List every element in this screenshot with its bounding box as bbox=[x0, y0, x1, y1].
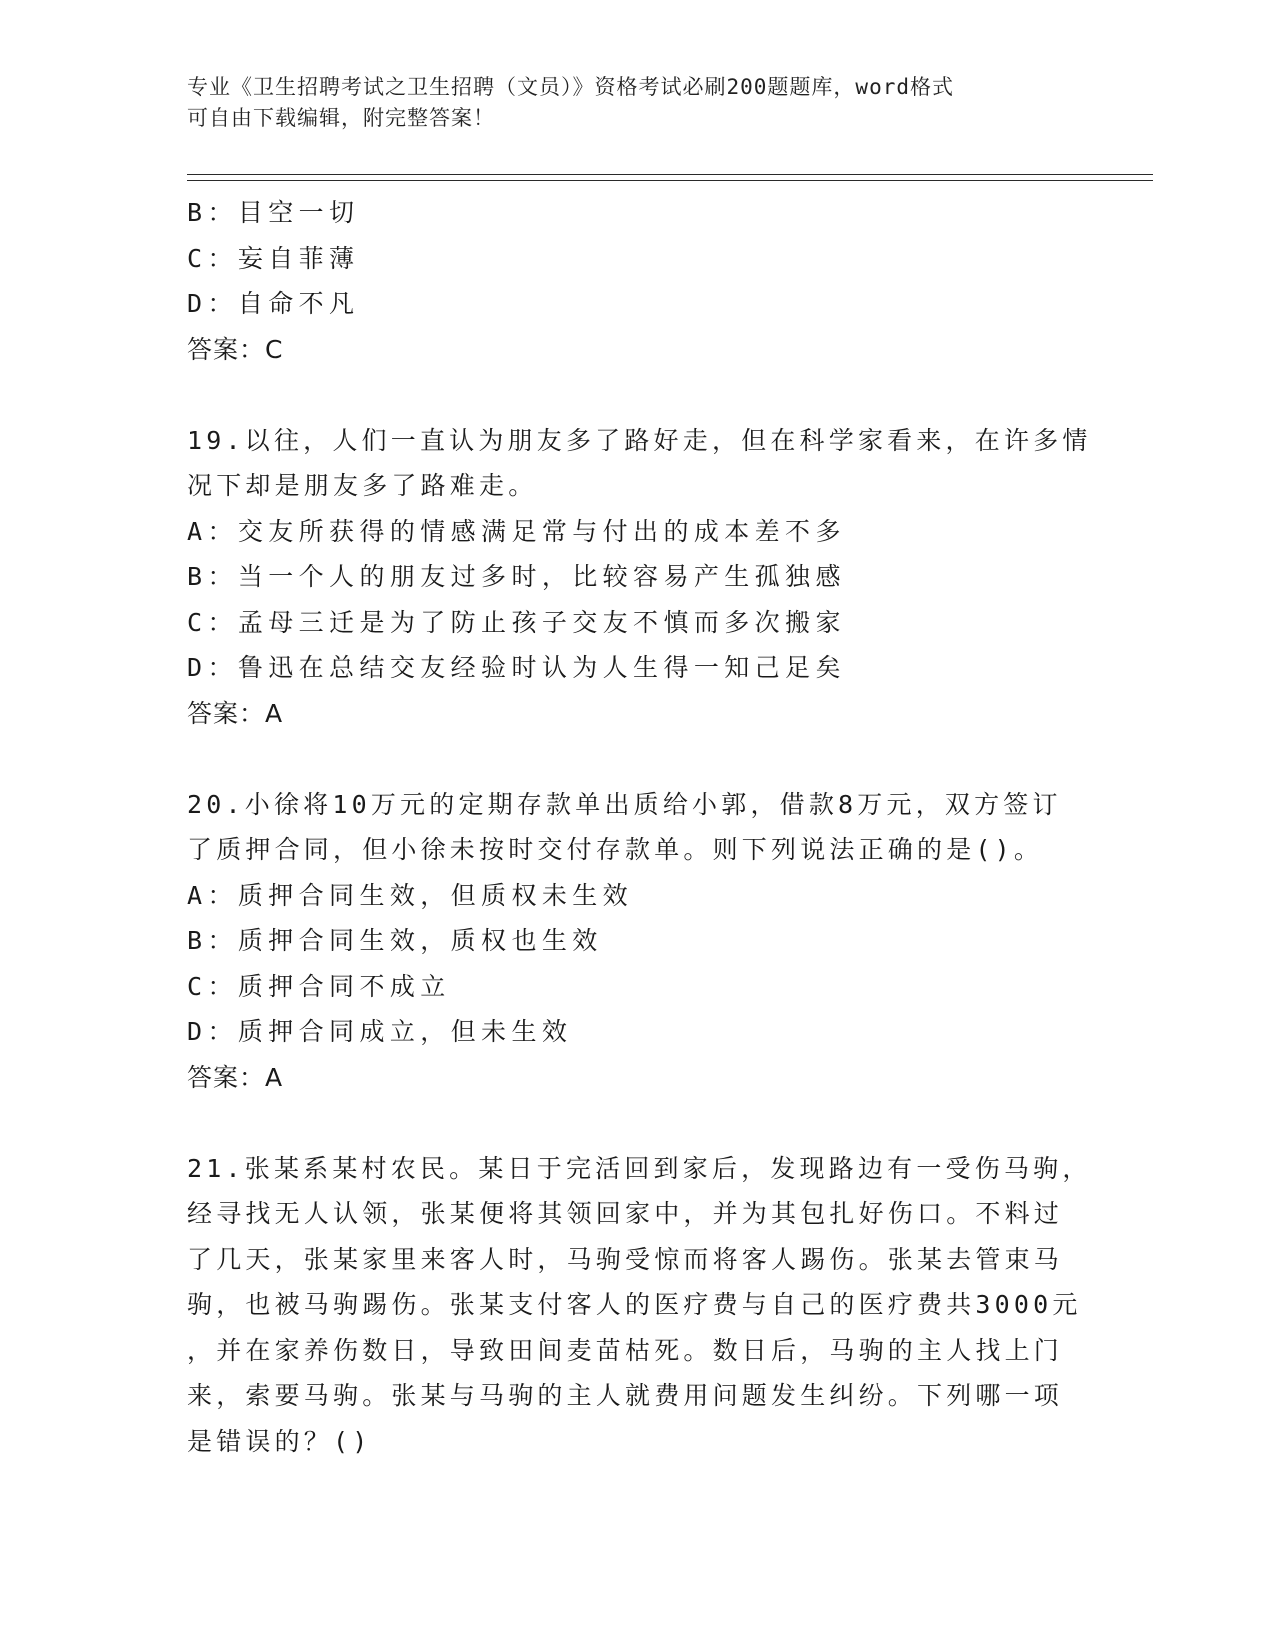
spacer bbox=[187, 372, 1087, 418]
option-a: A：质押合同生效，但质权未生效 bbox=[187, 880, 634, 910]
question-text-line: 是错误的？() bbox=[187, 1426, 372, 1456]
answer-line: 答案：A bbox=[187, 1062, 284, 1092]
question-19 bbox=[187, 418, 1092, 737]
option-b: B：目空一切 bbox=[187, 198, 360, 227]
spacer bbox=[187, 736, 1087, 782]
question-text-line: 了几天，张某家里来客人时，马驹受惊而将客人踢伤。张某去管束马 bbox=[187, 1244, 1064, 1274]
option-d: D：质押合同成立，但未生效 bbox=[187, 1017, 573, 1046]
question-text-line: 20.小徐将10万元的定期存款单出质给小郭，借款8万元，双方签订 bbox=[187, 789, 1062, 819]
answer-line: 答案：C bbox=[187, 334, 284, 364]
header-line-1: 专业《卫生招聘考试之卫生招聘（文员）》资格考试必刷200题题库，word格式 bbox=[187, 75, 954, 99]
header-line-2: 可自由下载编辑，附完整答案！ bbox=[187, 106, 495, 130]
option-d: D：鲁迅在总结交友经验时认为人生得一知己足矣 bbox=[187, 653, 846, 682]
question-text-line: 驹，也被马驹踢伤。张某支付客人的医疗费与自己的医疗费共3000元 bbox=[187, 1290, 1082, 1319]
question-21 bbox=[187, 1146, 1092, 1465]
question-text-line: 况下却是朋友多了路难走。 bbox=[187, 471, 538, 500]
option-b: B：质押合同生效，质权也生效 bbox=[187, 926, 603, 955]
option-b: B：当一个人的朋友过多时，比较容易产生孤独感 bbox=[187, 562, 846, 591]
question-text-line: ，并在家养伤数日，导致田间麦苗枯死。数日后，马驹的主人找上门 bbox=[187, 1335, 1064, 1365]
question-text-line: 21.张某系某村农民。某日于完活回到家后，发现路边有一受伤马驹， bbox=[187, 1153, 1092, 1183]
answer-line: 答案：A bbox=[187, 698, 284, 728]
question-20 bbox=[187, 782, 1087, 1101]
header-divider-top bbox=[187, 174, 1153, 175]
header-divider-bottom bbox=[187, 180, 1153, 181]
question-text-line: 经寻找无人认领，张某便将其领回家中，并为其包扎好伤口。不料过 bbox=[187, 1199, 1064, 1228]
question-content bbox=[187, 190, 1092, 1464]
option-c: C：质押合同不成立 bbox=[187, 971, 451, 1001]
option-c: C：妄自菲薄 bbox=[187, 243, 360, 273]
option-d: D：自命不凡 bbox=[187, 289, 360, 318]
option-a: A：交友所获得的情感满足常与付出的成本差不多 bbox=[187, 516, 846, 546]
question-18 bbox=[187, 190, 1087, 372]
question-text-line: 来，索要马驹。张某与马驹的主人就费用问题发生纠纷。下列哪一项 bbox=[187, 1381, 1064, 1410]
spacer bbox=[187, 1100, 1087, 1146]
question-text-line: 19.以往，人们一直认为朋友多了路好走，但在科学家看来，在许多情 bbox=[187, 425, 1092, 455]
option-c: C：孟母三迁是为了防止孩子交友不慎而多次搬家 bbox=[187, 607, 846, 637]
question-text-line: 了质押合同，但小徐未按时交付存款单。则下列说法正确的是()。 bbox=[187, 835, 1044, 864]
document-header bbox=[187, 72, 1067, 134]
